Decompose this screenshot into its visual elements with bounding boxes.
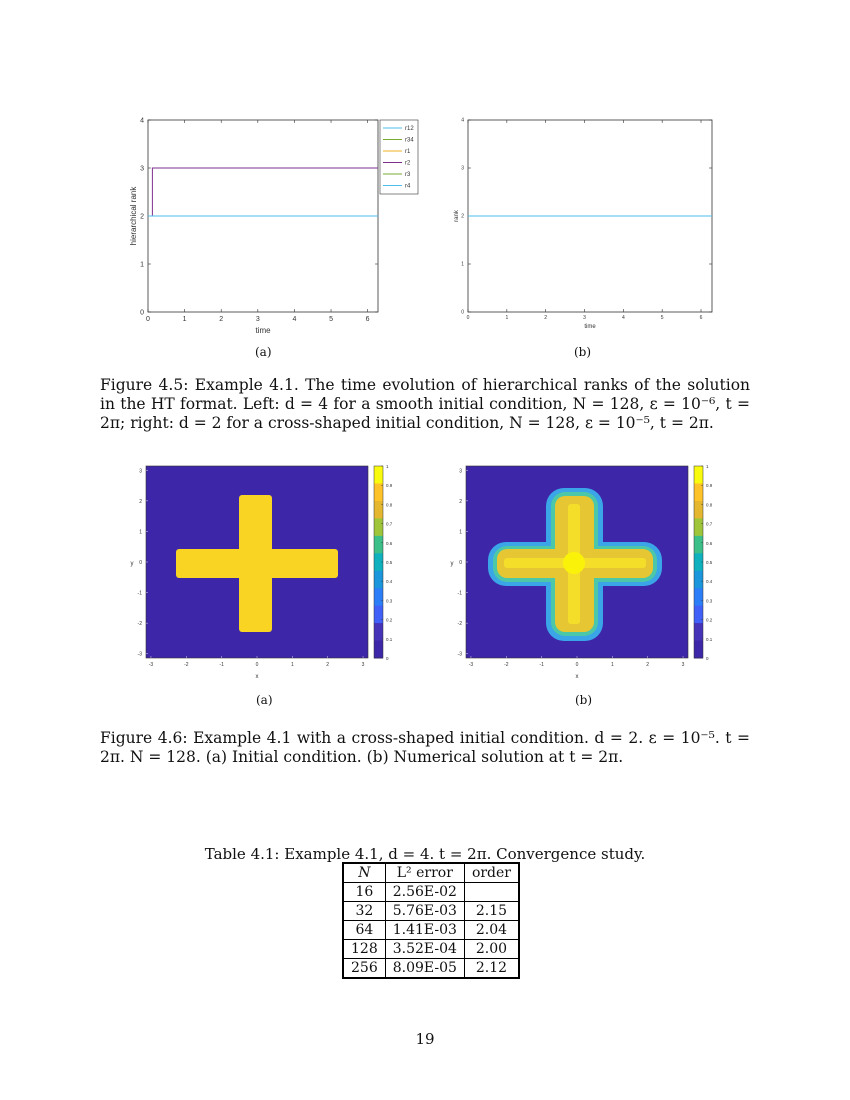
y-tick-label: 1 <box>461 261 464 268</box>
cell-n: 16 <box>343 883 385 902</box>
colorbar-segment <box>374 518 383 536</box>
cell-error: 5.76E-03 <box>385 902 464 921</box>
x-axis-label: time <box>584 324 596 330</box>
x-axis-label: x <box>575 674 579 680</box>
cell-order: 2.04 <box>464 921 519 940</box>
x-tick-label: -1 <box>539 662 544 668</box>
header-order: order <box>464 863 519 883</box>
x-tick-label: 1 <box>505 315 509 321</box>
colorbar-segment <box>694 553 703 571</box>
x-tick-label: 5 <box>329 316 333 323</box>
table-row <box>343 940 519 959</box>
colorbar-segment <box>694 588 703 606</box>
cell-order <box>464 883 519 902</box>
colorbar-tick-label: 0.2 <box>706 617 713 623</box>
colorbar-segment <box>694 641 703 659</box>
y-tick-label: 2 <box>459 498 462 505</box>
colorbar-segment <box>694 536 703 554</box>
rank-plot-b <box>440 110 740 340</box>
x-tick-label: 0 <box>146 316 150 323</box>
x-tick-label: 5 <box>660 315 664 321</box>
cell-error: 8.09E-05 <box>385 959 464 979</box>
x-tick-label: -2 <box>504 662 509 668</box>
legend-label-r3: r3 <box>405 172 411 178</box>
y-tick-label: 2 <box>139 498 142 505</box>
colorbar-segment <box>694 501 703 519</box>
x-tick-label: 4 <box>621 315 625 321</box>
x-tick-label: -3 <box>148 662 154 668</box>
legend-label-r2: r2 <box>405 160 411 167</box>
colorbar-tick-label: 0.5 <box>706 560 713 565</box>
colorbar-tick-label: 0 <box>386 656 389 661</box>
x-tick-label: -1 <box>219 662 224 668</box>
x-tick-label: 2 <box>646 662 650 668</box>
caption-label: Figure 4.6: <box>100 729 188 747</box>
colorbar-tick-label: 0.6 <box>706 540 713 546</box>
x-tick-label: 1 <box>610 662 614 668</box>
heatmap-initial-condition <box>128 460 400 680</box>
y-tick-label: 4 <box>140 117 144 125</box>
table-header-row <box>343 863 519 883</box>
page-number: 19 <box>415 1030 435 1048</box>
y-tick-label: 2 <box>140 213 144 221</box>
x-tick-label: 0 <box>575 662 579 668</box>
y-tick-label: -2 <box>137 621 142 628</box>
x-tick-label: 4 <box>292 316 297 323</box>
colorbar-segment <box>374 501 383 519</box>
colorbar-segment <box>694 518 703 536</box>
colorbar-segment <box>374 641 383 659</box>
y-axis-label: y <box>130 561 134 567</box>
colorbar-tick-label: 0.1 <box>706 636 713 642</box>
cross-center <box>563 552 585 574</box>
colorbar-segment <box>694 606 703 624</box>
colorbar-segment <box>374 588 383 606</box>
y-tick-label: -2 <box>457 621 462 628</box>
table-row <box>343 959 519 979</box>
colorbar-tick-label: 0 <box>706 656 709 661</box>
cell-error: 3.52E-04 <box>385 940 464 959</box>
colorbar-segment <box>694 571 703 589</box>
x-axis-label: x <box>255 674 259 680</box>
table-row <box>343 902 519 921</box>
colorbar-tick-label: 1 <box>706 464 709 469</box>
y-axis-label: hierarchical rank <box>129 186 138 246</box>
x-tick-label: 6 <box>699 315 703 321</box>
figure-4-6-caption <box>100 729 750 767</box>
x-tick-label: 1 <box>182 316 187 323</box>
x-tick-label: -2 <box>184 662 189 668</box>
cell-n: 64 <box>343 921 385 940</box>
colorbar-segment <box>374 466 383 484</box>
x-tick-label: 3 <box>255 316 260 323</box>
y-tick-label: 3 <box>140 165 144 173</box>
legend <box>380 120 418 194</box>
cell-error: 2.56E-02 <box>385 883 464 902</box>
x-tick-label: -3 <box>468 662 474 668</box>
cell-error: 1.41E-03 <box>385 921 464 940</box>
colorbar-tick-label: 0.8 <box>706 502 713 508</box>
x-tick-label: 3 <box>361 662 365 668</box>
colorbar-tick-label: 0.7 <box>386 521 393 527</box>
colorbar-tick-label: 1 <box>386 464 389 469</box>
y-tick-label: 4 <box>461 117 464 124</box>
legend-label-r34: r34 <box>405 137 414 144</box>
colorbar-tick-label: 0.5 <box>386 560 393 565</box>
table-row <box>343 883 519 902</box>
x-tick-label: 2 <box>326 662 330 668</box>
caption-label: Figure 4.5: <box>100 376 189 394</box>
y-axis-label: rank <box>454 210 460 222</box>
colorbar-tick-label: 0.2 <box>386 617 393 623</box>
y-tick-label: 3 <box>139 468 142 475</box>
x-tick-label: 1 <box>290 662 294 668</box>
y-tick-label: 1 <box>140 261 144 269</box>
subfigure-label-b: (b) <box>575 693 593 707</box>
colorbar-tick-label: 0.4 <box>386 579 393 585</box>
rank-plot-a <box>100 110 430 340</box>
colorbar-segment <box>694 483 703 501</box>
heatmap-numerical-solution <box>448 460 720 680</box>
x-tick-label: 3 <box>583 315 586 321</box>
cell-n: 256 <box>343 959 385 979</box>
colorbar-segment <box>374 553 383 571</box>
cell-order: 2.15 <box>464 902 519 921</box>
colorbar-segment <box>694 623 703 641</box>
caption-text: Example 4.1. The time evolution of hierarchical ranks of the solution in the HT format. Left: d = 4 for a smooth initial condition, N = 128, ε = 10⁻⁶, t = 2π; right: d = 2 for a cross-shaped initial condition, N = 128, ε = 10⁻⁵, t = 2π. <box>100 376 751 432</box>
colorbar <box>694 464 713 661</box>
table-caption: Table 4.1: Example 4.1, d = 4. t = 2π. Convergence study. <box>204 845 646 863</box>
y-tick-label: 1 <box>459 529 462 536</box>
colorbar-tick-label: 0.8 <box>386 502 393 508</box>
colorbar-tick-label: 0.6 <box>386 540 393 546</box>
y-tick-label: -1 <box>137 590 142 597</box>
x-tick-label: 0 <box>466 315 470 321</box>
y-tick-label: 3 <box>461 165 464 172</box>
legend-label-r1: r1 <box>405 149 411 155</box>
y-tick-label: -1 <box>457 590 462 597</box>
colorbar-segment <box>374 571 383 589</box>
subfigure-label-a: (a) <box>256 693 273 707</box>
y-tick-label: 2 <box>461 213 464 220</box>
header-l2-error: L² error <box>385 863 464 883</box>
y-tick-label: 0 <box>140 309 144 317</box>
colorbar-tick-label: 0.3 <box>386 598 393 604</box>
colorbar-segment <box>374 483 383 501</box>
colorbar-segment <box>374 606 383 624</box>
colorbar-tick-label: 0.9 <box>386 483 393 489</box>
colorbar-segment <box>374 623 383 641</box>
x-tick-label: 2 <box>544 315 548 321</box>
x-tick-label: 2 <box>219 316 224 323</box>
header-n: N <box>343 863 385 883</box>
cell-order: 2.00 <box>464 940 519 959</box>
colorbar-tick-label: 0.9 <box>706 483 713 489</box>
cell-n: 32 <box>343 902 385 921</box>
x-tick-label: 0 <box>255 662 259 668</box>
subfigure-label-b: (b) <box>574 345 592 359</box>
colorbar-segment <box>694 466 703 484</box>
cross-horizontal-bar <box>176 549 338 578</box>
colorbar-segment <box>374 536 383 554</box>
legend-label-r4: r4 <box>405 183 411 190</box>
legend-label-r12: r12 <box>405 126 414 132</box>
table-row <box>343 921 519 940</box>
figure-4-5-caption <box>100 376 750 433</box>
colorbar-tick-label: 0.4 <box>706 579 713 585</box>
subfigure-label-a: (a) <box>255 345 272 359</box>
y-tick-label: -3 <box>137 651 142 658</box>
y-tick-label: 1 <box>139 529 142 536</box>
convergence-table <box>342 862 520 979</box>
colorbar-tick-label: 0.3 <box>706 598 713 604</box>
caption-text: Example 4.1 with a cross-shaped initial condition. d = 2. ε = 10⁻⁵. t = 2π. N = 128. (a) Initial condition. (b) Numerical solution at t = 2π. <box>100 729 750 766</box>
y-tick-label: -3 <box>457 651 462 658</box>
colorbar-tick-label: 0.1 <box>386 636 393 642</box>
colorbar-tick-label: 0.7 <box>706 521 713 527</box>
x-axis-label: time <box>255 326 271 335</box>
y-tick-label: 0 <box>459 560 462 566</box>
y-tick-label: 0 <box>139 560 142 566</box>
colorbar <box>374 464 393 661</box>
cell-order: 2.12 <box>464 959 519 979</box>
y-tick-label: 0 <box>461 309 464 316</box>
x-tick-label: 6 <box>365 316 370 323</box>
y-tick-label: 3 <box>459 468 462 475</box>
cell-n: 128 <box>343 940 385 959</box>
x-tick-label: 3 <box>681 662 685 668</box>
y-axis-label: y <box>450 561 454 567</box>
